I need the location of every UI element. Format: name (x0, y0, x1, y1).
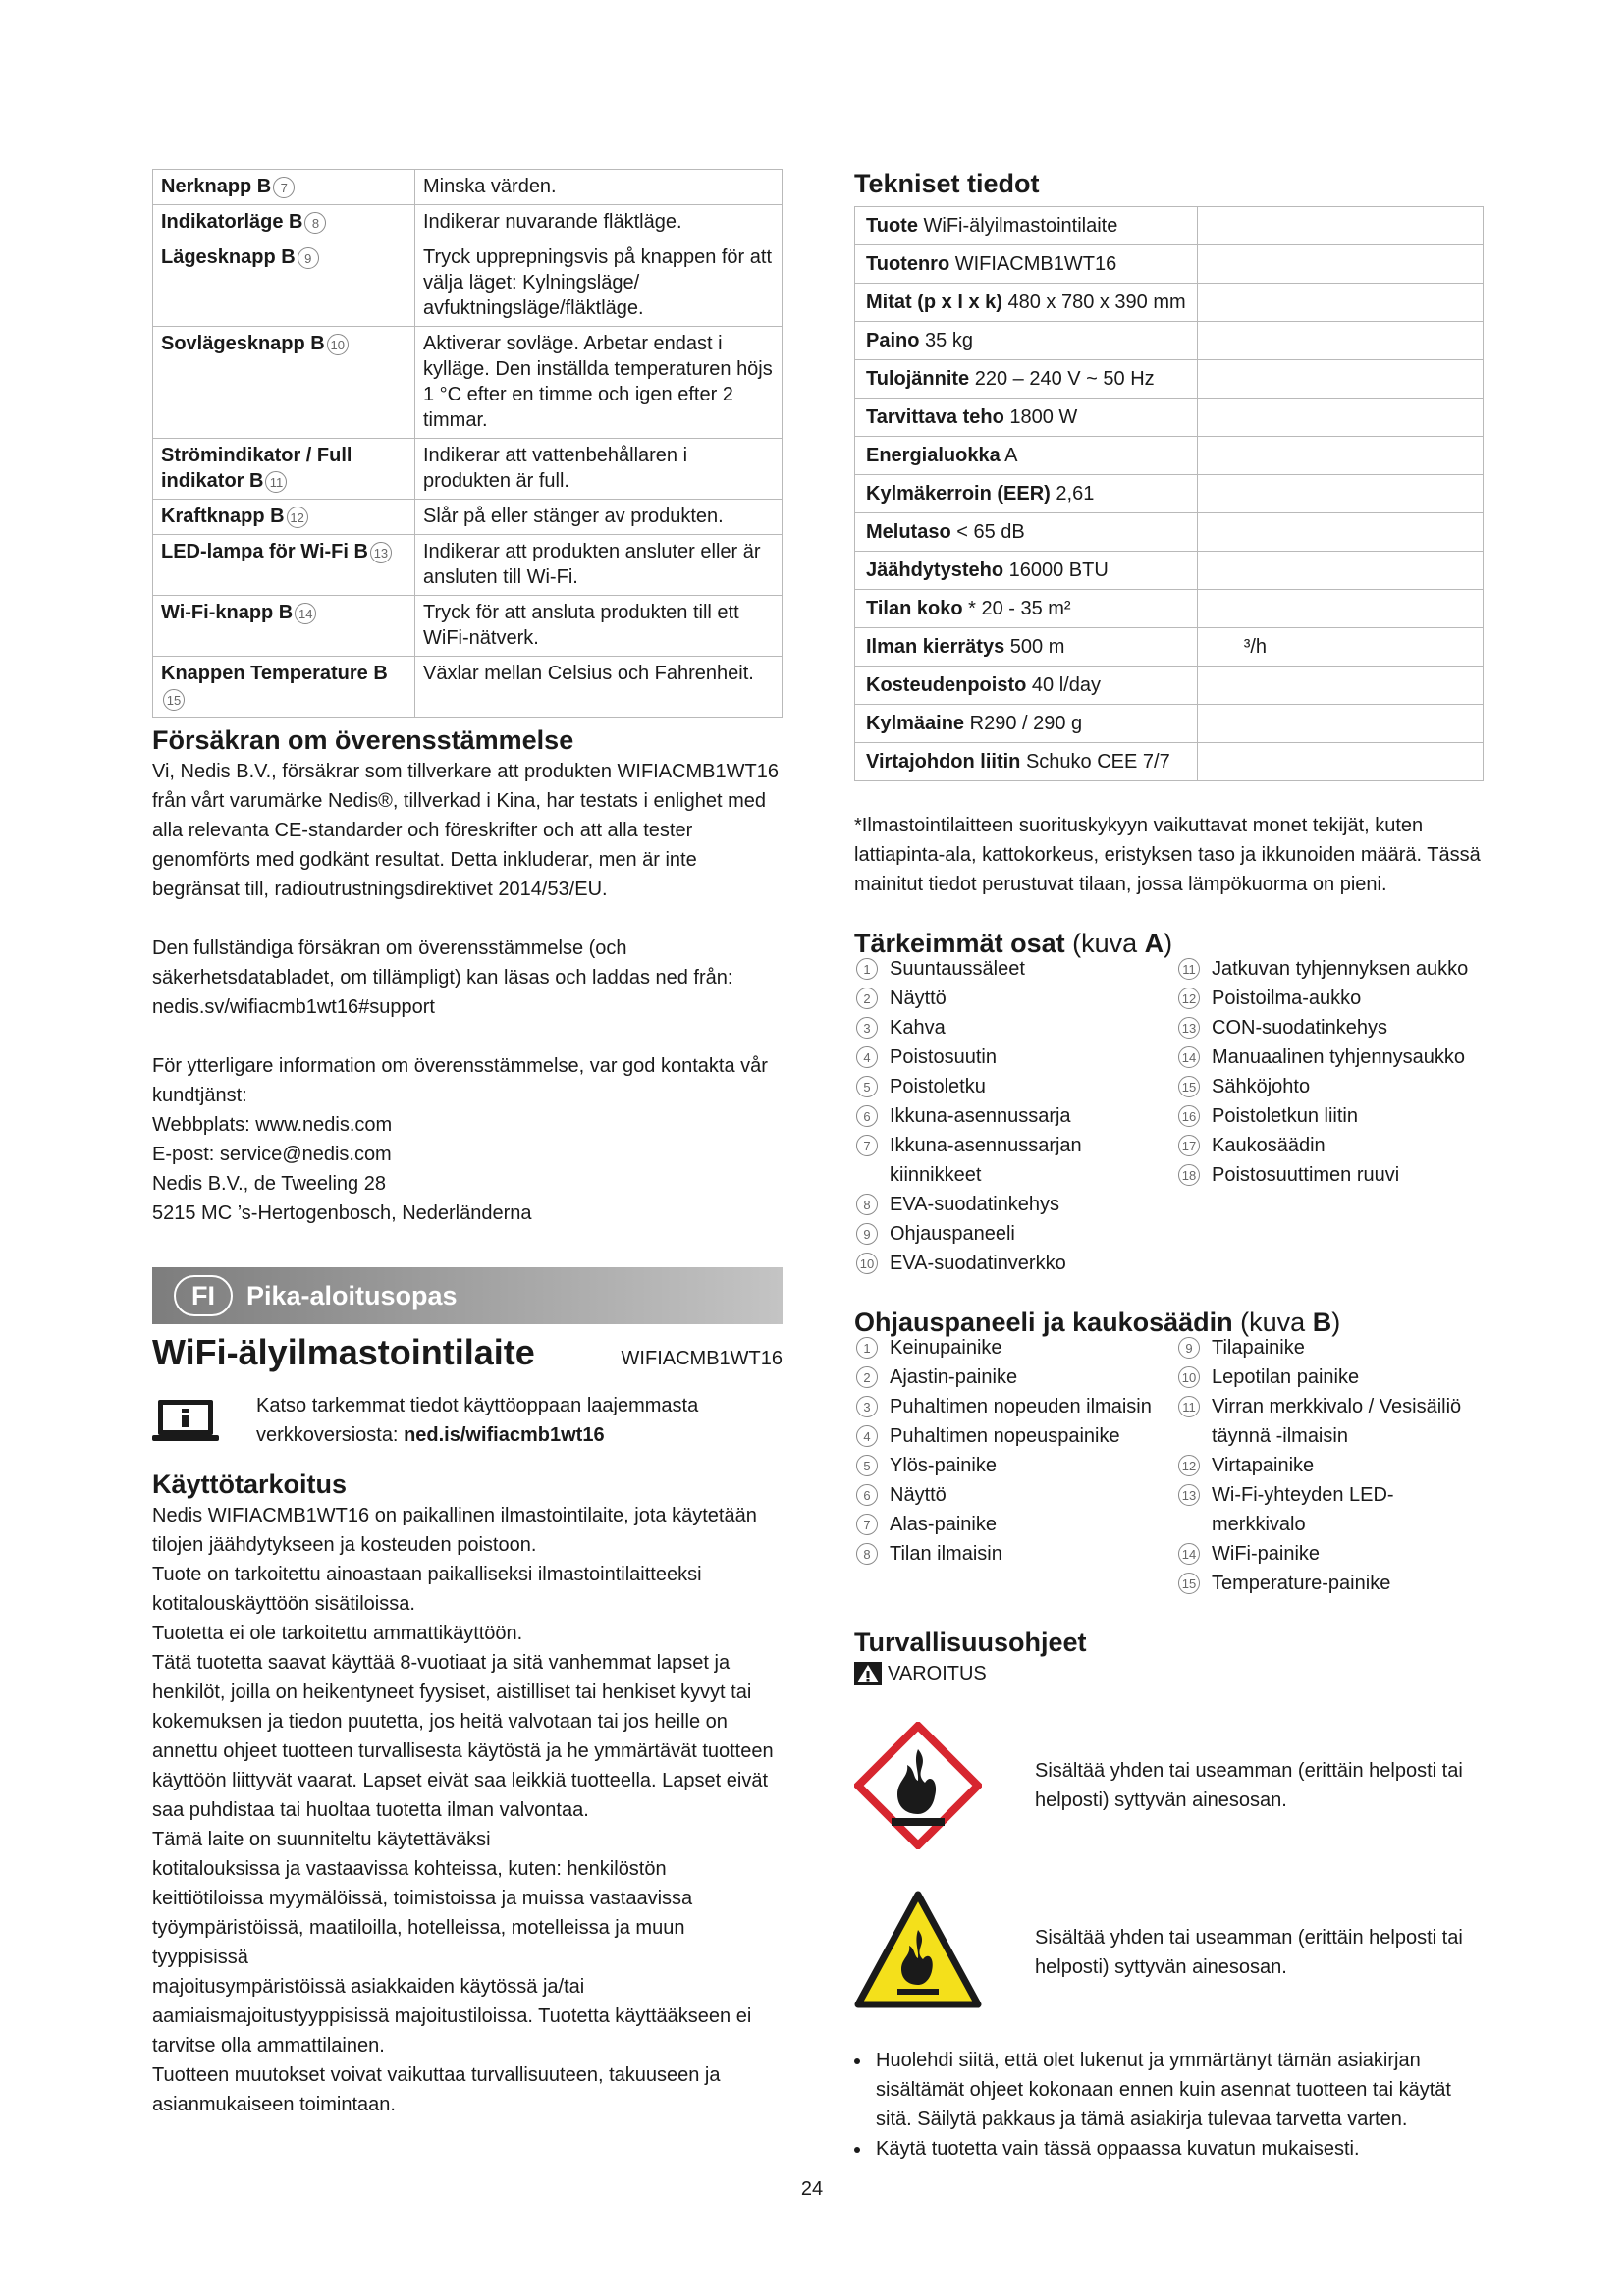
part-label: EVA-suodatinkehys (890, 1194, 1060, 1215)
warning-label: VAROITUS (888, 1663, 987, 1684)
part-item (1176, 1042, 1483, 1072)
tech-row (855, 628, 1484, 667)
part-label: Poistosuutin (890, 1046, 997, 1068)
laptop-icon (152, 1398, 219, 1443)
number-circle: 17 (1178, 1135, 1200, 1156)
number-circle: 6 (856, 1105, 878, 1127)
tech-value: 1800 W (1009, 406, 1078, 428)
tech-cell (855, 322, 1198, 360)
number-circle: 2 (856, 1366, 878, 1388)
tech-extra-cell (1197, 399, 1483, 437)
tech-value: 2,61 (1056, 483, 1095, 505)
tech-value: 40 l/day (1031, 674, 1101, 696)
sv-key-label: Sovlägesknapp B (161, 333, 325, 354)
intended-use-paragraph: kotitalouksissa ja vastaavissa kohteissa, kuten: henkilöstön keittiötiloissa myymälöissä, toimistoissa ja muissa vastaavissa työympäristöissä, maatiloilla, hotelleissa, motelleissa ja muun tyyppisissä (152, 1858, 693, 1968)
part-item (1176, 1160, 1483, 1190)
sv-table-row (153, 205, 783, 240)
number-circle: 14 (1178, 1046, 1200, 1068)
tech-cell (855, 245, 1198, 284)
sv-key-cell (153, 170, 415, 205)
contact-address-2: 5215 MC ’s-Hertogenbosch, Nederländerna (152, 1202, 532, 1224)
online-manual-note (152, 1391, 783, 1450)
part-label: Näyttö (890, 988, 947, 1009)
tech-cell (855, 399, 1198, 437)
tech-cell (855, 360, 1198, 399)
part-item (854, 1042, 1176, 1072)
tech-row (855, 437, 1484, 475)
part-label: Puhaltimen nopeuden ilmaisin (890, 1396, 1152, 1417)
tech-extra (1209, 713, 1244, 734)
safety-heading: Turvallisuusohjeet (854, 1628, 1087, 1657)
tech-cell (855, 590, 1198, 628)
number-circle: 8 (856, 1194, 878, 1215)
number-circle: 10 (856, 1253, 878, 1274)
part-item (1176, 1392, 1483, 1451)
part-label: Poistoilma-aukko (1212, 988, 1362, 1009)
number-circle: 13 (1178, 1017, 1200, 1039)
number-circle: 11 (1178, 958, 1200, 980)
tech-value: A (1004, 445, 1018, 466)
tech-row (855, 360, 1484, 399)
part-item (1176, 1569, 1483, 1598)
sv-key-label: Nerknapp B (161, 176, 272, 197)
number-circle: 7 (856, 1514, 878, 1535)
tech-extra (1209, 521, 1244, 543)
number-circle: 15 (1178, 1573, 1200, 1594)
part-label: Keinupainike (890, 1337, 1002, 1359)
tech-key: Tuotenro (866, 253, 950, 275)
tech-extra (1209, 674, 1244, 696)
sv-key-label: Wi-Fi-knapp B (161, 602, 294, 623)
sv-key-label: Indikatorläge B (161, 211, 303, 233)
part-item (1176, 1362, 1483, 1392)
part-item (854, 1072, 1176, 1101)
tech-extra-cell (1197, 743, 1483, 781)
part-label: CON-suodatinkehys (1212, 1017, 1387, 1039)
tech-extra (1209, 330, 1244, 351)
tech-cell (855, 437, 1198, 475)
tech-table (854, 206, 1484, 781)
number-circle: 5 (856, 1455, 878, 1476)
tech-cell (855, 705, 1198, 743)
sv-key-label: Kraftknapp B (161, 506, 285, 527)
part-label: Jatkuvan tyhjennyksen aukko (1212, 958, 1469, 980)
tech-extra-cell (1197, 437, 1483, 475)
tech-row (855, 322, 1484, 360)
tech-extra-cell (1197, 284, 1483, 322)
part-label: Ikkuna-asennussarja (890, 1105, 1071, 1127)
control-panel-heading: Ohjauspaneeli ja kaukosäädin (kuva B) (854, 1308, 1341, 1337)
number-circle: 3 (856, 1396, 878, 1417)
part-label: Ajastin-painike (890, 1366, 1018, 1388)
part-item (1176, 1101, 1483, 1131)
tech-value: Schuko CEE 7/7 (1025, 751, 1170, 773)
number-circle: 2 (856, 988, 878, 1009)
sv-value-cell: Minska värden. (415, 170, 783, 205)
tech-cell (855, 207, 1198, 245)
sv-value-cell: Indikerar att vattenbehållaren i produkten är full. (415, 439, 783, 500)
part-item (1176, 984, 1483, 1013)
part-item (1176, 1539, 1483, 1569)
tech-key: Tilan koko (866, 598, 963, 619)
number-circle: 9 (1178, 1337, 1200, 1359)
sv-key-cell (153, 439, 415, 500)
hazard-row-triangle (854, 1879, 1483, 2026)
part-item (854, 1013, 1176, 1042)
control-panel-section (854, 1306, 1483, 1598)
tech-key: Energialuokka (866, 445, 1001, 466)
part-label: Virran merkkivalo / Vesisäiliö täynnä -ilmaisin (1212, 1396, 1462, 1447)
number-circle: 4 (856, 1425, 878, 1447)
tech-key: Kylmäaine (866, 713, 965, 734)
sv-table-row (153, 439, 783, 500)
tech-value: 480 x 780 x 390 mm (1007, 292, 1186, 313)
part-item (854, 1131, 1176, 1190)
intended-use-paragraph: Tuote on tarkoitettu ainoastaan paikalliseksi ilmastointilaitteeksi kotitalouskäyttöön sisätiloissa. (152, 1564, 702, 1615)
sv-value-cell: Växlar mellan Celsius och Fahrenheit. (415, 657, 783, 718)
part-label: Poistoletkun liitin (1212, 1105, 1358, 1127)
sv-key-label: Knappen Temperature B (161, 663, 388, 684)
tech-row (855, 284, 1484, 322)
tech-key: Kosteudenpoisto (866, 674, 1027, 696)
part-item (1176, 1451, 1483, 1480)
tech-row (855, 552, 1484, 590)
safety-section (854, 1626, 1483, 2163)
part-label: Kaukosäädin (1212, 1135, 1326, 1156)
contact-line: För ytterligare information om överensstämmelse, var god kontakta vår kundtjänst: (152, 1055, 768, 1106)
tech-value: WiFi-älyilmastointilaite (923, 215, 1118, 237)
main-parts-heading: Tärkeimmät osat (kuva A) (854, 929, 1173, 958)
tech-row (855, 207, 1484, 245)
tech-value: * 20 - 35 m² (968, 598, 1071, 619)
language-badge: FI (174, 1275, 233, 1316)
tech-value: R290 / 290 g (969, 713, 1083, 734)
number-circle: 9 (856, 1223, 878, 1245)
tech-extra (1209, 598, 1244, 619)
tech-key: Jäähdytysteho (866, 560, 1004, 581)
part-label: Ylös-painike (890, 1455, 997, 1476)
part-item (854, 954, 1176, 984)
declaration-section (152, 723, 783, 1228)
tech-extra (1209, 560, 1244, 581)
part-label: Suuntaussäleet (890, 958, 1025, 980)
number-circle: 16 (1178, 1105, 1200, 1127)
tech-extra-cell (1197, 245, 1483, 284)
tech-key: Ilman kierrätys (866, 636, 1005, 658)
number-circle: 14 (295, 603, 316, 624)
quick-start-banner (152, 1267, 783, 1324)
part-item (1176, 1333, 1483, 1362)
part-label: Ohjauspaneeli (890, 1223, 1015, 1245)
sv-key-label: Strömindikator / Full indikator B (161, 445, 352, 492)
tech-extra-cell (1197, 705, 1483, 743)
intended-use-paragraph: majoitusympäristöissä asiakkaiden käytössä ja/tai aamiaismajoitustyyppisissä majoitustiloissa. Tuotetta käyttääkseen ei tarvitse olla ammattilainen. (152, 1976, 752, 2056)
part-label: Virtapainike (1212, 1455, 1315, 1476)
warning-label-row (854, 1659, 1483, 1688)
sv-key-label: LED-lampa för Wi-Fi B (161, 541, 368, 562)
online-manual-link[interactable]: ned.is/wifiacmb1wt16 (404, 1424, 605, 1446)
tech-extra-cell (1197, 513, 1483, 552)
part-item (854, 1421, 1176, 1451)
part-label: Lepotilan painike (1212, 1366, 1360, 1388)
number-circle: 13 (370, 542, 392, 563)
tech-cell (855, 667, 1198, 705)
tech-key: Kylmäkerroin (EER) (866, 483, 1051, 505)
tech-key: Tarvittava teho (866, 406, 1004, 428)
sv-table-row (153, 535, 783, 596)
intended-use-section (152, 1468, 783, 2119)
tech-cell (855, 628, 1198, 667)
tech-row (855, 705, 1484, 743)
part-item (854, 1451, 1176, 1480)
tech-extra-cell (1197, 207, 1483, 245)
number-circle: 7 (856, 1135, 878, 1156)
sv-table-row (153, 170, 783, 205)
sv-key-cell (153, 657, 415, 718)
tech-extra (1209, 253, 1244, 275)
safety-bullet: • Käytä tuotetta vain tässä oppaassa kuvatun mukaisesti. (872, 2134, 1483, 2163)
part-label: Sähköjohto (1212, 1076, 1311, 1097)
part-label: Alas-painike (890, 1514, 997, 1535)
sv-value-cell: Slår på eller stänger av produkten. (415, 500, 783, 535)
contact-email: E-post: service@nedis.com (152, 1144, 392, 1165)
intended-use-paragraph: Tuotteen muutokset voivat vaikuttaa turvallisuuteen, takuuseen ja asianmukaiseen toimintaan. (152, 2064, 721, 2115)
main-parts-list (854, 954, 1483, 1278)
sv-value-cell: Tryck upprepningsvis på knappen för att välja läget: Kylningsläge/ avfuktningsläge/fläktläge. (415, 240, 783, 327)
tech-extra (1209, 292, 1244, 313)
tech-extra-cell (1197, 475, 1483, 513)
tech-key: Virtajohdon liitin (866, 751, 1021, 773)
tech-key: Mitat (p x l x k) (866, 292, 1002, 313)
number-circle: 10 (327, 334, 349, 355)
part-label: Tilan ilmaisin (890, 1543, 1002, 1565)
online-note-line2: verkkoversiosta: ned.is/wifiacmb1wt16 (256, 1424, 605, 1446)
sv-key-cell (153, 596, 415, 657)
tech-note: *Ilmastointilaitteen suorituskykyyn vaikuttavat monet tekijät, kuten lattiapinta-ala, kattokorkeus, eristyksen taso ja ikkunoiden määrä. Tässä mainitut tiedot perustuvat tilaan, jossa lämpökuorma on pieni. (854, 815, 1481, 895)
tech-row (855, 743, 1484, 781)
part-item (854, 1392, 1176, 1421)
part-label: Temperature-painike (1212, 1573, 1391, 1594)
part-item (854, 1219, 1176, 1249)
contact-website: Webbplats: www.nedis.com (152, 1114, 393, 1136)
tech-extra-cell (1197, 590, 1483, 628)
declaration-contact (152, 1051, 783, 1228)
tech-value: 16000 BTU (1008, 560, 1109, 581)
contact-address-1: Nedis B.V., de Tweeling 28 (152, 1173, 386, 1195)
tech-value: 220 – 240 V ~ 50 Hz (974, 368, 1155, 390)
number-circle: 6 (856, 1484, 878, 1506)
part-label: WiFi-painike (1212, 1543, 1321, 1565)
number-circle: 13 (1178, 1484, 1200, 1506)
part-item (854, 1190, 1176, 1219)
part-label: Poistosuuttimen ruuvi (1212, 1164, 1400, 1186)
part-label: EVA-suodatinverkko (890, 1253, 1066, 1274)
tech-value: WIFIACMB1WT16 (954, 253, 1117, 275)
intended-use-paragraph: Tämä laite on suunniteltu käytettäväksi (152, 1829, 491, 1850)
part-item (1176, 1013, 1483, 1042)
number-circle: 5 (856, 1076, 878, 1097)
tech-cell (855, 284, 1198, 322)
number-circle: 10 (1178, 1366, 1200, 1388)
number-circle: 11 (265, 471, 287, 493)
control-panel-list (854, 1333, 1483, 1598)
tech-key: Melutaso (866, 521, 951, 543)
page-number: 24 (800, 2178, 824, 2200)
part-item (854, 984, 1176, 1013)
part-label: Näyttö (890, 1484, 947, 1506)
hazard2-text: Sisältää yhden tai useamman (erittäin helposti tai helposti) syttyvän ainesosan. (1035, 1927, 1463, 1978)
intended-use-paragraph: Nedis WIFIACMB1WT16 on paikallinen ilmastointilaite, jota käytetään tilojen jäähdytykseen ja kosteuden poistoon. (152, 1505, 757, 1556)
sv-value-cell: Tryck för att ansluta produkten till ett WiFi-nätverk. (415, 596, 783, 657)
hazard1-text: Sisältää yhden tai useamman (erittäin helposti tai helposti) syttyvän ainesosan. (1035, 1760, 1463, 1811)
tech-row (855, 590, 1484, 628)
tech-extra-cell (1197, 360, 1483, 399)
number-circle: 3 (856, 1017, 878, 1039)
part-label: Ikkuna-asennussarjan kiinnikkeet (890, 1135, 1082, 1186)
sv-key-label: Lägesknapp B (161, 246, 296, 268)
declaration-p1: Vi, Nedis B.V., försäkrar som tillverkare att produkten WIFIACMB1WT16 från vårt varumärke Nedis®, tillverkad i Kina, har testats i enlighet med alla relevanta CE-standarder och föreskrifter och att alla tester genomförts med godkänt resultat. Detta inkluderar, men är inte begränsat till, radioutrustningsdirektivet 2014/53/EU. (152, 761, 779, 900)
intended-use-paragraph: Tuotetta ei ole tarkoitettu ammattikäyttöön. (152, 1623, 523, 1644)
number-circle: 4 (856, 1046, 878, 1068)
number-circle: 1 (856, 958, 878, 980)
part-item (854, 1539, 1176, 1569)
sv-value-cell: Aktiverar sovläge. Arbetar endast i kylläge. Den inställda temperaturen höjs 1 °C efter en timme och igen efter 2 timmar. (415, 327, 783, 439)
number-circle: 18 (1178, 1164, 1200, 1186)
part-label: Tilapainike (1212, 1337, 1305, 1359)
product-title-row (152, 1330, 783, 1375)
tech-extra (1209, 368, 1244, 390)
product-title: WiFi-älyilmastointilaite (152, 1332, 535, 1372)
part-label: Puhaltimen nopeuspainike (890, 1425, 1120, 1447)
tech-value: 500 m (1009, 636, 1065, 658)
part-label: Poistoletku (890, 1076, 986, 1097)
part-item (1176, 1480, 1483, 1539)
tech-cell (855, 475, 1198, 513)
number-circle: 14 (1178, 1543, 1200, 1565)
number-circle: 12 (1178, 1455, 1200, 1476)
ghs-flammable-icon (854, 1722, 982, 1849)
left-column (152, 169, 783, 2119)
safety-bullet: • Huolehdi siitä, että olet lukenut ja ymmärtänyt tämän asiakirjan sisältämät ohjeet kokonaan ennen kuin asennat tuotteen tai käytät sitä. Säilytä pakkaus ja tämä asiakirja tulevaa tarvetta varten. (872, 2046, 1483, 2134)
tech-extra-cell (1197, 552, 1483, 590)
part-item (854, 1480, 1176, 1510)
number-circle: 8 (856, 1543, 878, 1565)
part-item (854, 1333, 1176, 1362)
number-circle: 11 (1178, 1396, 1200, 1417)
tech-value: 35 kg (925, 330, 973, 351)
tech-key: Paino (866, 330, 920, 351)
sv-table-row (153, 596, 783, 657)
part-item (854, 1249, 1176, 1278)
online-note-line1: Katso tarkemmat tiedot käyttöoppaan laajemmasta (256, 1395, 699, 1416)
number-circle: 15 (1178, 1076, 1200, 1097)
sv-key-cell (153, 535, 415, 596)
tech-heading: Tekniset tiedot (854, 169, 1040, 198)
declaration-heading: Försäkran om överensstämmelse (152, 725, 574, 755)
flammable-triangle-icon (854, 1889, 982, 2016)
part-item (854, 1362, 1176, 1392)
tech-extra (1209, 445, 1244, 466)
tech-cell (855, 743, 1198, 781)
tech-key: Tuote (866, 215, 918, 237)
sv-key-cell (153, 240, 415, 327)
number-circle: 7 (273, 177, 295, 198)
sv-key-cell (153, 500, 415, 535)
tech-extra-cell (1197, 667, 1483, 705)
sv-key-cell (153, 205, 415, 240)
tech-extra-cell (1197, 322, 1483, 360)
part-item (1176, 1072, 1483, 1101)
tech-row (855, 475, 1484, 513)
sv-table-row (153, 657, 783, 718)
sv-table-row (153, 240, 783, 327)
safety-bullets (854, 2046, 1483, 2163)
tech-cell (855, 513, 1198, 552)
tech-value: < 65 dB (956, 521, 1025, 543)
tech-extra (1209, 483, 1244, 505)
sv-table-row (153, 327, 783, 439)
number-circle: 12 (1178, 988, 1200, 1009)
tech-row (855, 513, 1484, 552)
tech-key: Tulojännite (866, 368, 970, 390)
tech-row (855, 245, 1484, 284)
banner-title: Pika-aloitusopas (246, 1281, 458, 1310)
tech-extra (1209, 406, 1244, 428)
sv-button-table (152, 169, 783, 718)
declaration-p2: Den fullständiga försäkran om överensstämmelse (och säkerhetsdatabladet, om tillämpligt) kan läsas och laddas ned från: nedis.sv/wifiacmb1wt16#support (152, 937, 733, 1018)
right-column (854, 169, 1483, 2163)
tech-row (855, 399, 1484, 437)
warning-icon (854, 1662, 882, 1685)
intended-use-heading: Käyttötarkoitus (152, 1469, 348, 1499)
main-parts-section (854, 927, 1483, 1278)
part-item (854, 1510, 1176, 1539)
number-circle: 9 (298, 247, 319, 269)
tech-extra (1209, 751, 1244, 773)
tech-cell (855, 552, 1198, 590)
tech-row (855, 667, 1484, 705)
part-item (854, 1101, 1176, 1131)
number-circle: 15 (163, 689, 185, 711)
number-circle: 12 (287, 507, 308, 528)
tech-extra-cell (1197, 628, 1483, 667)
sv-key-cell (153, 327, 415, 439)
intended-use-paragraph: Tätä tuotetta saavat käyttää 8-vuotiaat ja sitä vanhemmat lapset ja henkilöt, joilla on heikentyneet fyysiset, aistilliset tai henkiset kyvyt tai kokemuksen ja tiedon puutetta, jos heitä valvotaan tai jos heille on annettu ohjeet tuotteen turvallisesta käytöstä ja he ymmärtävät tuotteen käyttöön liittyvät vaarat. Lapset eivät saa leikkiä tuotteella. Lapset eivät saa puhdistaa tai huoltaa tuotetta ilman valvontaa. (152, 1652, 774, 1821)
tech-extra (1209, 215, 1244, 237)
number-circle: 1 (856, 1337, 878, 1359)
sv-value-cell: Indikerar nuvarande fläktläge. (415, 205, 783, 240)
part-label: Kahva (890, 1017, 946, 1039)
part-item (1176, 1131, 1483, 1160)
sv-value-cell: Indikerar att produkten ansluter eller är ansluten till Wi-Fi. (415, 535, 783, 596)
product-code: WIFIACMB1WT16 (621, 1348, 783, 1369)
part-label: Manuaalinen tyhjennysaukko (1212, 1046, 1465, 1068)
number-circle: 8 (304, 212, 326, 234)
part-label: Wi-Fi-yhteyden LED-merkkivalo (1212, 1484, 1394, 1535)
sv-table-row (153, 500, 783, 535)
part-item (1176, 954, 1483, 984)
tech-extra: ³/h (1243, 636, 1268, 658)
hazard-row-ghs (854, 1712, 1483, 1859)
